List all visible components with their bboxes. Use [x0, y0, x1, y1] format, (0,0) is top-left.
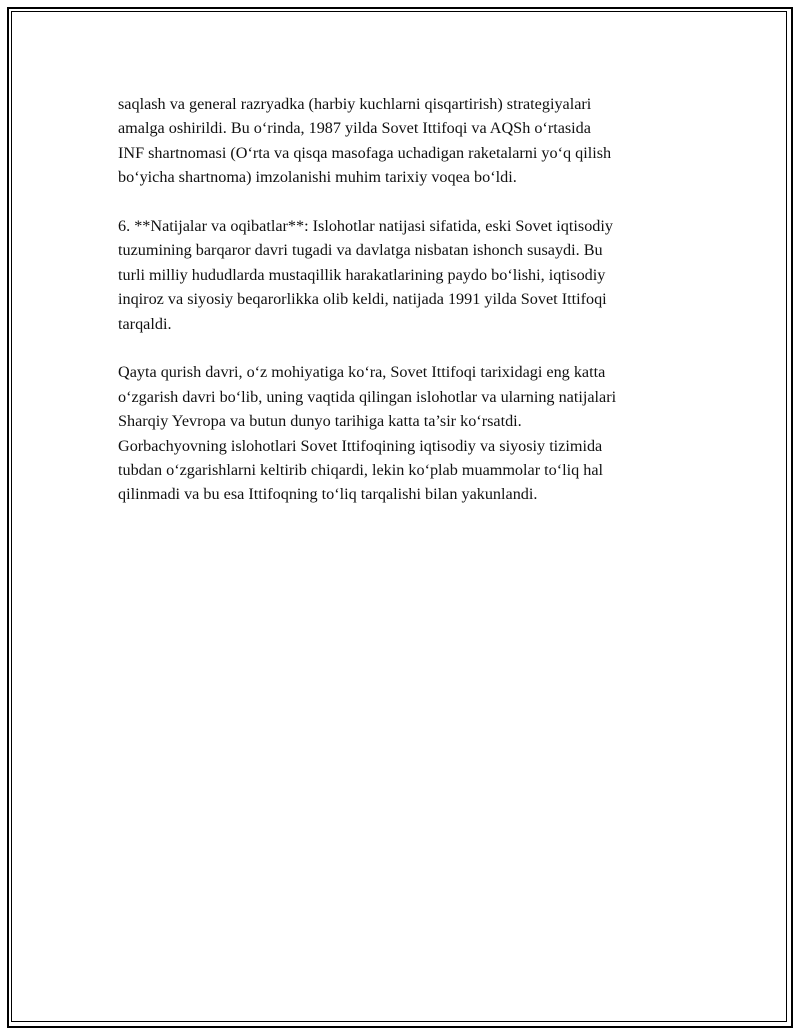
text-line: Sharqiy Yevropa va butun dunyo tarihiga katta ta’sir ko‘rsatdi. — [118, 412, 522, 431]
text-line: Gorbachyovning islohotlari Sovet Ittifoqining iqtisodiy va siyosiy tizimida — [118, 436, 603, 455]
paragraph-3 — [118, 360, 698, 506]
text-line: qilinmadi va bu esa Ittifoqning to‘liq tarqalishi bilan yakunlandi. — [118, 485, 538, 504]
text-line: amalga oshirildi. Bu o‘rinda, 1987 yilda Sovet Ittifoqi va AQSh o‘rtasida — [118, 119, 591, 138]
paragraph-1 — [118, 92, 698, 190]
text-line: INF shartnomasi (O‘rta va qisqa masofaga uchadigan raketalarni yo‘q qilish — [118, 143, 612, 162]
text-line: inqiroz va siyosiy beqarorlikka olib keldi, natijada 1991 yilda Sovet Ittifoqi — [118, 290, 607, 309]
text-line: tarqaldi. — [118, 314, 172, 333]
paragraph-2 — [118, 214, 698, 336]
text-line: Qayta qurish davri, o‘z mohiyatiga ko‘ra, Sovet Ittifoqi tarixidagi eng katta — [118, 363, 606, 382]
document-body — [118, 92, 698, 531]
text-line: tubdan o‘zgarishlarni keltirib chiqardi, lekin ko‘plab muammolar to‘liq hal — [118, 461, 604, 480]
text-line: tuzumining barqaror davri tugadi va davlatga nisbatan ishonch susaydi. Bu — [118, 241, 603, 260]
text-line: 6. **Natijalar va oqibatlar**: Islohotlar natijasi sifatida, eski Sovet iqtisodiy — [118, 217, 613, 236]
text-line: bo‘yicha shartnoma) imzolanishi muhim tarixiy voqea bo‘ldi. — [118, 168, 517, 187]
text-line: saqlash va general razryadka (harbiy kuchlarni qisqartirish) strategiyalari — [118, 95, 592, 113]
text-line: o‘zgarish davri bo‘lib, uning vaqtida qilingan islohotlar va ularning natijalari — [118, 387, 617, 406]
text-line: turli milliy hududlarda mustaqillik harakatlarining paydo bo‘lishi, iqtisodiy — [118, 265, 606, 284]
